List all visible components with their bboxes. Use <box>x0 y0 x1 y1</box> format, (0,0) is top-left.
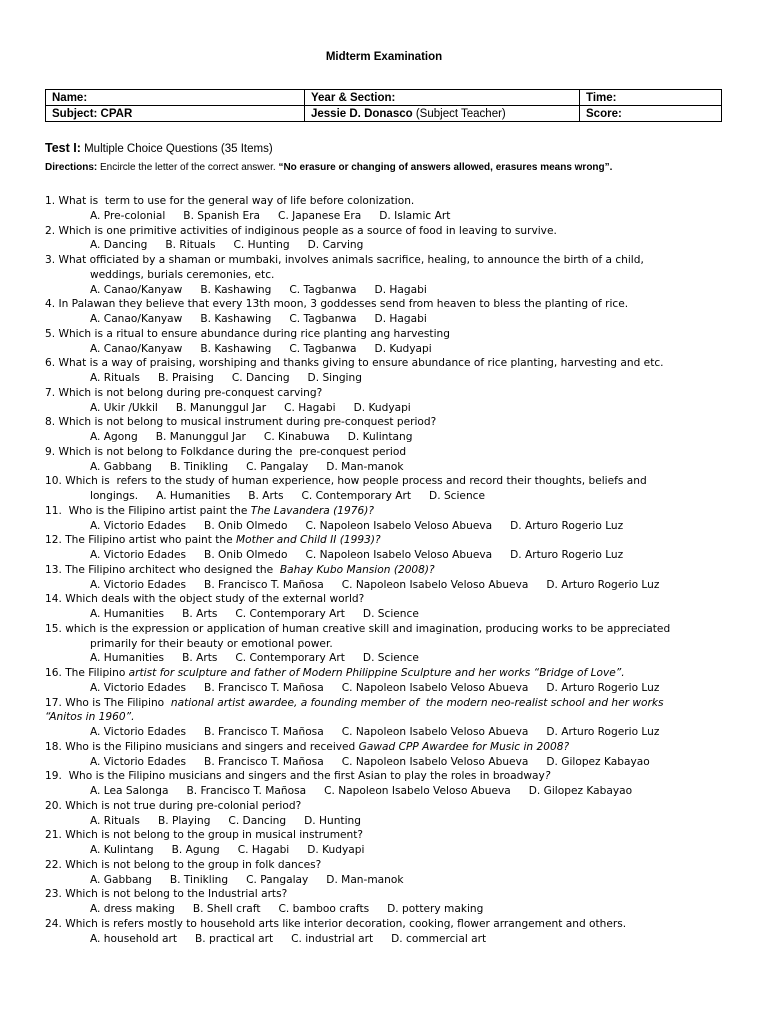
teacher-name: Jessie D. Donasco <box>311 107 413 120</box>
answer-options <box>45 460 735 475</box>
answer-option: B. Francisco T. Mañosa <box>204 726 324 738</box>
teacher-role: (Subject Teacher) <box>415 107 506 120</box>
answer-option: D. Gilopez Kabayao <box>528 785 633 797</box>
answer-option: A. household art <box>90 932 177 945</box>
answer-options <box>45 238 735 253</box>
question-stem: 22. Which is not belong to the group in folk dances? <box>45 858 322 871</box>
answer-options <box>45 209 735 224</box>
answer-option: B. Arts <box>248 490 284 502</box>
answer-option: D. Arturo Rogerio Luz <box>546 578 660 591</box>
answer-option: B. Francisco T. Mañosa <box>204 578 324 591</box>
answer-option: D. Man-manok <box>326 460 404 473</box>
answer-option: B. Spanish Era <box>183 209 261 222</box>
question-text <box>45 415 735 430</box>
teacher-cell <box>305 106 580 122</box>
question-stem: 1. What is term to use for the general way of life before colonization. <box>45 195 415 207</box>
answer-option: D. Science <box>362 652 419 665</box>
answer-option: D. Kulintang <box>347 431 413 443</box>
question-stem: 7. Which is not belong during pre-conquest carving? <box>45 386 323 399</box>
answer-option: D. Singing <box>307 372 362 384</box>
answer-option: B. Kashawing <box>200 313 272 325</box>
score-label: Score: <box>580 106 722 122</box>
answer-options <box>45 401 735 416</box>
answer-option: B. Manunggul Jar <box>155 431 246 443</box>
answer-option: D. Islamic Art <box>379 209 451 222</box>
answer-option: B. Rituals <box>165 239 216 252</box>
question-text <box>45 504 735 519</box>
question-stem: 14. Which deals with the object study of the external world? <box>45 593 365 606</box>
answer-option: D. Hagabi <box>374 313 427 325</box>
answer-option: D. Arturo Rogerio Luz <box>546 726 660 738</box>
answer-option: A. Canao/Kanyaw <box>90 283 183 296</box>
question-text <box>45 533 735 548</box>
answer-option: D. Arturo Rogerio Luz <box>546 681 660 694</box>
question-continuation: weddings, burials ceremonies, etc. <box>90 268 275 281</box>
answer-option: C. Pangalay <box>246 873 309 886</box>
question-text <box>45 917 735 932</box>
answer-option: C. Hunting <box>233 239 290 252</box>
answer-option: A. Victorio Edades <box>90 519 187 532</box>
question-text <box>45 666 735 681</box>
question-text <box>45 740 735 755</box>
question-stem: 19. Who is the Filipino musicians and singers and the first Asian to play the roles in broadway <box>45 770 545 783</box>
question-continuation <box>45 710 735 725</box>
answer-options <box>45 902 735 917</box>
question-stem: 2. Which is one primitive activities of indiginous people as a source of food in leaving to survive. <box>45 224 557 237</box>
answer-option: B. Agung <box>171 844 220 856</box>
answer-option: C. Napoleon Isabelo Veloso Abueva <box>305 549 493 561</box>
answer-option: A. Humanities <box>156 490 231 502</box>
answer-options <box>45 784 735 799</box>
question-text <box>45 769 735 784</box>
answer-option: D. Science <box>362 608 419 620</box>
answer-option: B. Kashawing <box>200 342 272 355</box>
answer-options <box>45 607 735 622</box>
question-text <box>45 297 735 312</box>
answer-options <box>45 681 735 696</box>
question-stem: 3. What officiated by a shaman or mumbaki, involves animals sacrifice, healing, to announce the birth of a child, <box>45 254 644 266</box>
answer-options <box>45 312 735 327</box>
subject-label: Subject: CPAR <box>46 106 305 122</box>
answer-option: C. Napoleon Isabelo Veloso Abueva <box>324 785 511 797</box>
answer-options <box>45 519 735 534</box>
answer-option: C. Tagbanwa <box>289 313 357 325</box>
answer-option: A. dress making <box>90 903 175 915</box>
answer-options <box>45 932 735 947</box>
answer-options <box>45 873 735 888</box>
question-text <box>45 622 735 637</box>
answer-option: A. Gabbang <box>90 873 152 886</box>
answer-option: C. bamboo crafts <box>278 903 370 915</box>
answer-option: A. Humanities <box>90 652 165 665</box>
answer-option: A. Canao/Kanyaw <box>90 342 183 355</box>
answer-options <box>45 578 735 593</box>
answer-option: A. Kulintang <box>90 844 154 856</box>
answer-option: A. Humanities <box>90 608 165 620</box>
answer-option: C. Dancing <box>231 372 290 384</box>
answer-option: D. Arturo Rogerio Luz <box>510 519 624 532</box>
answer-option: B. Onib Olmedo <box>204 549 288 561</box>
answer-option: B. Praising <box>157 372 214 384</box>
answer-option: A. Victorio Edades <box>90 549 187 561</box>
question-stem: 13. The Filipino architect who designed the <box>45 563 280 576</box>
answer-option: D. Hunting <box>304 814 361 827</box>
answer-option: D. Man-manok <box>326 873 404 886</box>
answer-option: C. Contemporary Art <box>235 652 345 665</box>
answer-options <box>45 283 735 298</box>
question-text <box>45 696 735 711</box>
answer-option: C. Napoleon Isabelo Veloso Abueva <box>305 519 493 532</box>
answer-option: A. Victorio Edades <box>90 755 187 768</box>
answer-option: C. Dancing <box>228 814 287 827</box>
question-stem: 15. which is the expression or application of human creative skill and imagination, producing works to be appreciated <box>45 622 671 635</box>
answer-options <box>45 843 735 858</box>
answer-option: D. Kudyapi <box>374 342 432 355</box>
question-stem: 5. Which is a ritual to ensure abundance during rice planting ang harvesting <box>45 327 450 340</box>
answer-option: D. Kudyapi <box>353 401 411 414</box>
exam-title: Midterm Examination <box>325 51 443 63</box>
question-stem: 8. Which is not belong to musical instrument during pre-conquest period? <box>45 416 437 429</box>
answer-option: B. Francisco T. Mañosa <box>204 681 324 694</box>
answer-option: A. Canao/Kanyaw <box>90 313 183 325</box>
question-stem: 20. Which is not true during pre-colonial period? <box>45 799 302 812</box>
question-stem: 16. The Filipino <box>45 667 129 679</box>
question-text <box>45 386 735 401</box>
question-stem: 23. Which is not belong to the Industrial arts? <box>45 888 288 901</box>
answer-option: C. Kinabuwa <box>263 431 330 443</box>
question-text <box>45 194 735 209</box>
question-text <box>45 858 735 873</box>
answer-options <box>45 814 735 829</box>
answer-option: A. Rituals <box>90 814 140 827</box>
question-text <box>45 828 735 843</box>
answer-option: C. Hagabi <box>237 844 290 856</box>
answer-option: C. Hagabi <box>284 401 336 414</box>
answer-option: C. industrial art <box>291 932 374 945</box>
answer-option: B. Shell craft <box>192 903 261 915</box>
question-stem: 21. Which is not belong to the group in musical instrument? <box>45 829 364 842</box>
answer-option: C. Tagbanwa <box>289 283 357 296</box>
answer-option: D. Science <box>429 490 486 502</box>
answer-option: A. Pre-colonial <box>90 209 166 222</box>
answer-option: D. Carving <box>307 239 364 252</box>
question-stem: 6. What is a way of praising, worshiping and thanks giving to ensure abundance of rice planting, harvesting and etc. <box>45 357 664 370</box>
question-italic: ? <box>544 770 551 783</box>
directions-text: Encircle the letter of the correct answer. <box>100 162 276 173</box>
question-italic: Bahay Kubo Mansion (2008)? <box>279 563 435 576</box>
year-section-label: Year & Section: <box>305 90 580 106</box>
answer-option: B. Playing <box>157 814 211 827</box>
question-stem: 11. Who is the Filipino artist paint the <box>45 504 251 517</box>
question-stem: 9. Which is not belong to Folkdance during the pre-conquest period <box>45 445 407 458</box>
answer-option: D. Gilopez Kabayao <box>546 755 650 768</box>
answer-option: A. Agong <box>90 431 138 443</box>
question-text <box>45 327 735 342</box>
answer-option: A. Victorio Edades <box>90 681 187 694</box>
answer-option: B. Manunggul Jar <box>175 401 267 414</box>
answer-option: B. Tinikling <box>169 460 229 473</box>
question-text <box>45 474 735 489</box>
question-continuation: primarily for their beauty or emotional power. <box>90 637 333 650</box>
answer-option: A. Victorio Edades <box>90 726 187 738</box>
answer-option: C. Tagbanwa <box>289 342 357 355</box>
answer-options <box>45 430 735 445</box>
answer-option: B. Francisco T. Mañosa <box>204 755 324 768</box>
student-info-table <box>45 89 722 122</box>
answer-options <box>45 342 735 357</box>
time-label: Time: <box>580 90 722 106</box>
answer-option: C. Pangalay <box>246 460 309 473</box>
question-stem: 18. Who is the Filipino musicians and singers and received <box>45 740 359 753</box>
question-italic: artist for sculpture and father of Modern Philippine Sculpture and her works “Bridge of Love”. <box>128 667 625 679</box>
question-text <box>45 799 735 814</box>
answer-options <box>45 755 735 770</box>
question-stem: 17. Who is The Filipino <box>45 696 171 709</box>
answer-option: D. Arturo Rogerio Luz <box>510 549 624 561</box>
answer-option: C. Contemporary Art <box>235 608 345 620</box>
answer-option: A. Rituals <box>90 372 140 384</box>
question-stem: 4. In Palawan they believe that every 13th moon, 3 goddesses send from heaven to bless the planting of rice. <box>45 298 629 311</box>
answer-options <box>45 371 735 386</box>
question-text <box>45 563 735 578</box>
answer-option: C. Contemporary Art <box>301 490 412 502</box>
question-text <box>45 592 735 607</box>
answer-option: B. Kashawing <box>200 283 272 296</box>
answer-option: B. Tinikling <box>169 873 229 886</box>
answer-option: D. Kudyapi <box>307 844 365 856</box>
answer-option: A. Ukir /Ukkil <box>90 401 158 414</box>
answer-options <box>45 548 735 563</box>
test-label: Test I: <box>45 141 81 155</box>
question-stem: 12. The Filipino artist who paint the <box>45 534 237 547</box>
answer-options <box>45 651 735 666</box>
question-text <box>45 253 735 268</box>
answer-option: B. practical art <box>194 932 274 945</box>
test-heading <box>45 141 273 155</box>
answer-options <box>45 725 735 740</box>
answer-option: A. Dancing <box>90 239 148 252</box>
answer-option: C. Napoleon Isabelo Veloso Abueva <box>341 755 529 768</box>
question-italic: Gawad CPP Awardee for Music in 2008? <box>358 740 570 753</box>
question-italic: national artist awardee, a founding member of the modern neo-realist school and her works <box>170 696 664 709</box>
answer-options <box>45 489 735 504</box>
question-text <box>45 224 735 239</box>
answer-option: A. Lea Salonga <box>90 785 169 797</box>
question-italic: Mother and Child II (1993)? <box>236 534 381 547</box>
test-description: Multiple Choice Questions (35 Items) <box>84 143 273 155</box>
answer-option: B. Onib Olmedo <box>204 519 288 532</box>
question-italic: The Lavandera (1976)? <box>250 504 374 517</box>
answer-option: A. Victorio Edades <box>90 578 187 591</box>
answer-option: C. Napoleon Isabelo Veloso Abueva <box>341 681 529 694</box>
question-stem: 24. Which is refers mostly to household arts like interior decoration, cooking, flower arrangement and others. <box>45 917 627 930</box>
answer-option: longings. <box>90 490 139 502</box>
answer-option: D. pottery making <box>387 903 484 915</box>
answer-option: C. Napoleon Isabelo Veloso Abueva <box>341 578 529 591</box>
answer-option: B. Arts <box>182 652 218 665</box>
question-text <box>45 887 735 902</box>
answer-option: B. Francisco T. Mañosa <box>186 785 307 797</box>
answer-option: B. Arts <box>182 608 218 620</box>
name-label: Name: <box>46 90 305 106</box>
question-italic: “Anitos in 1960”. <box>45 711 135 724</box>
answer-option: D. Hagabi <box>374 283 427 296</box>
answer-option: A. Gabbang <box>90 460 152 473</box>
answer-option: C. Japanese Era <box>278 209 362 222</box>
question-text <box>45 356 735 371</box>
directions-warning: “No erasure or changing of answers allowed, erasures means wrong”. <box>278 162 613 173</box>
question-text <box>45 445 735 460</box>
question-stem: 10. Which is refers to the study of human experience, how people process and record their thoughts, beliefs and <box>45 475 647 488</box>
question-list <box>45 194 735 946</box>
answer-option: D. commercial art <box>391 932 487 945</box>
answer-option: C. Napoleon Isabelo Veloso Abueva <box>341 726 529 738</box>
directions <box>45 162 612 173</box>
directions-label: Directions: <box>45 162 98 173</box>
